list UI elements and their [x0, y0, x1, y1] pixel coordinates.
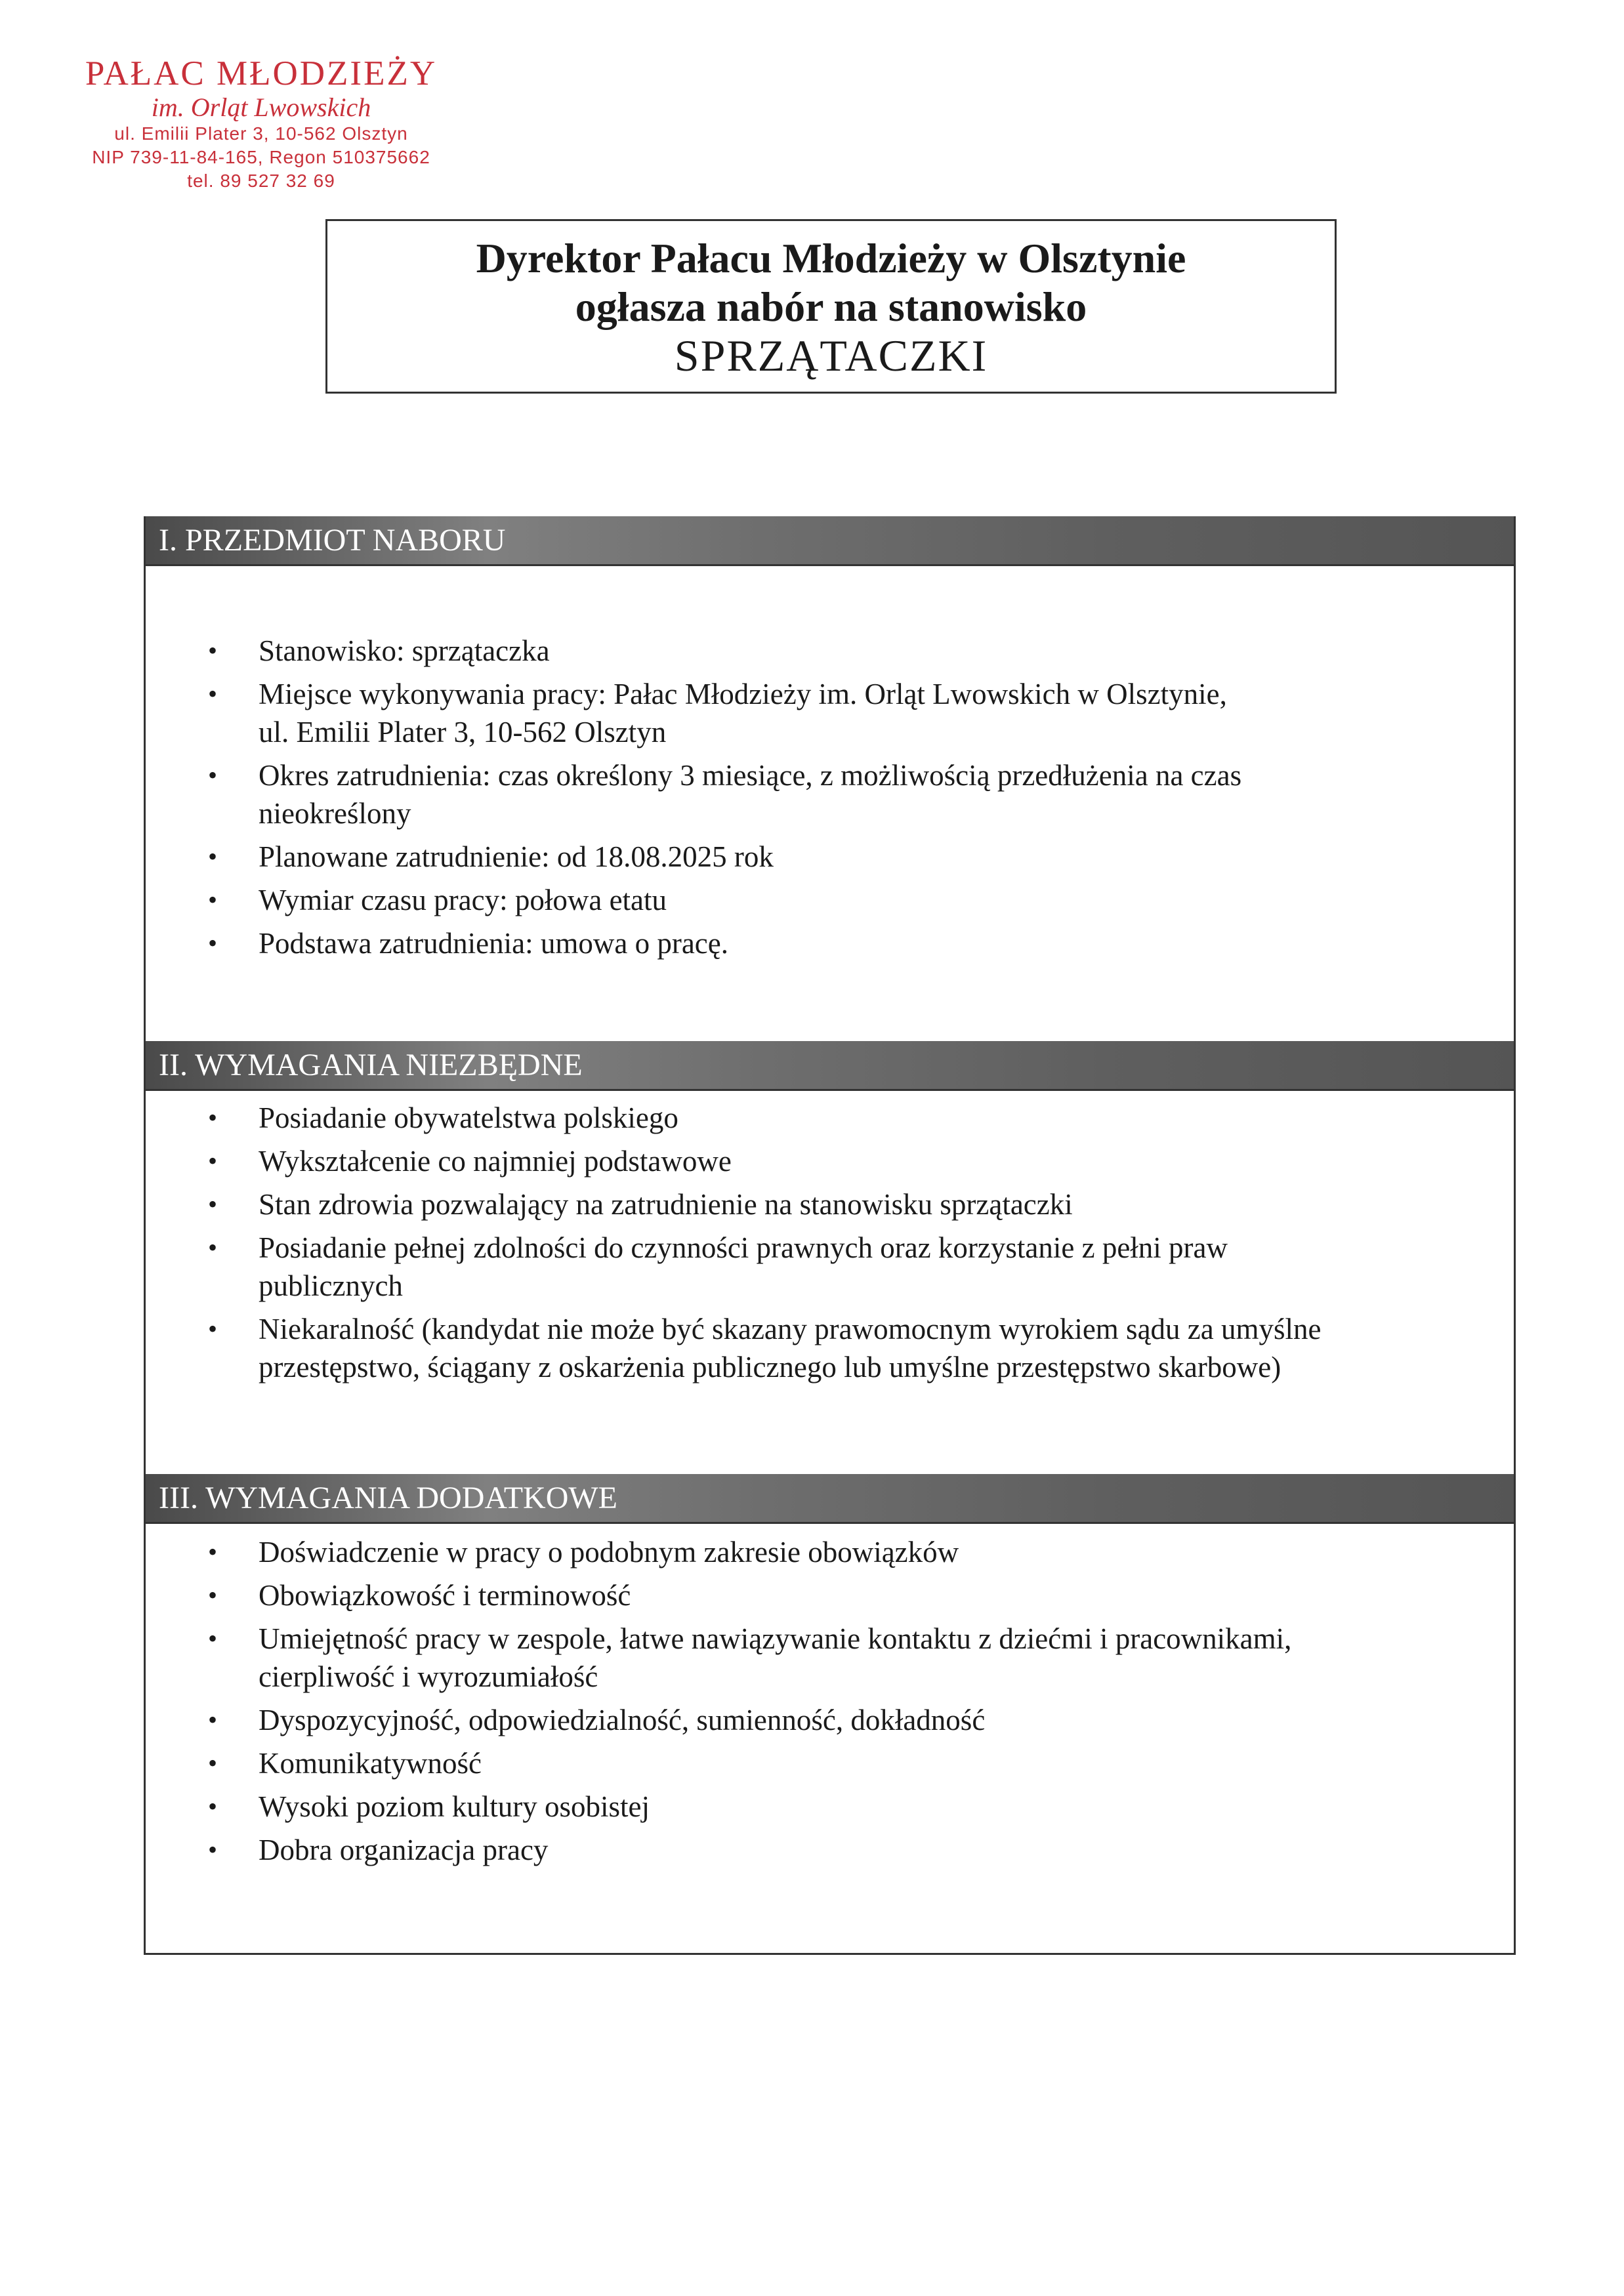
- list-item: • Obowiązkowość i terminowość: [146, 1576, 1514, 1614]
- header-line-1: Dyrektor Pałacu Młodzieży w Olsztynie: [476, 235, 1186, 281]
- bullet-icon: •: [208, 1748, 218, 1778]
- list-item: • Stanowisko: sprzątaczka: [146, 632, 1514, 670]
- list-item: • Posiadanie pełnej zdolności do czynności prawnych oraz korzystanie z pełni praw publicznych: [146, 1229, 1514, 1305]
- bullet-icon: •: [208, 760, 218, 790]
- bullet-icon: •: [208, 1624, 218, 1653]
- list-item: • Komunikatywność: [146, 1744, 1514, 1782]
- section-title: III. WYMAGANIA DODATKOWE: [146, 1474, 1514, 1524]
- stamp-address: ul. Emilii Plater 3, 10-562 Olsztyn: [114, 123, 408, 144]
- stamp-phone: tel. 89 527 32 69: [187, 171, 335, 191]
- bullet-icon: •: [208, 1835, 218, 1864]
- stamp-name: PAŁAC MŁODZIEŻY: [85, 54, 438, 92]
- bullet-icon: •: [208, 1792, 218, 1821]
- bullet-icon: •: [208, 1146, 218, 1176]
- bullet-icon: •: [208, 1705, 218, 1734]
- bullet-icon: •: [208, 636, 218, 665]
- list-item: • Miejsce wykonywania pracy: Pałac Młodzieży im. Orląt Lwowskich w Olsztynie, ul. Emilii Plater 3, 10-562 Olsztyn: [146, 675, 1514, 751]
- bullet-icon: •: [208, 1103, 218, 1132]
- bullet-list: [146, 1524, 1514, 1869]
- list-item: • Planowane zatrudnienie: od 18.08.2025 rok: [146, 838, 1514, 876]
- header-line-2: ogłasza nabór na stanowisko: [575, 283, 1087, 330]
- bullet-icon: •: [208, 1580, 218, 1610]
- bullet-icon: •: [208, 885, 218, 914]
- announcement-header: [325, 219, 1337, 394]
- section-title: II. WYMAGANIA NIEZBĘDNE: [146, 1041, 1514, 1091]
- stamp-patron: im. Orląt Lwowskich: [151, 92, 371, 122]
- list-item: • Dyspozycyjność, odpowiedzialność, sumienność, dokładność: [146, 1701, 1514, 1739]
- section-wymagania-niezbedne: [144, 1041, 1516, 1474]
- section-przedmiot-naboru: [144, 516, 1516, 1041]
- bullet-icon: •: [208, 1233, 218, 1262]
- bullet-list: [146, 566, 1514, 962]
- bullet-icon: •: [208, 928, 218, 958]
- bullet-icon: •: [208, 842, 218, 871]
- list-item: • Wysoki poziom kultury osobistej: [146, 1788, 1514, 1826]
- bullet-list: [146, 1091, 1514, 1386]
- list-item: • Dobra organizacja pracy: [146, 1831, 1514, 1869]
- bullet-icon: •: [208, 1537, 218, 1567]
- list-item: • Doświadczenie w pracy o podobnym zakresie obowiązków: [146, 1533, 1514, 1571]
- list-item: • Wymiar czasu pracy: połowa etatu: [146, 881, 1514, 919]
- institution-stamp: [77, 54, 445, 193]
- list-item: • Umiejętność pracy w zespole, łatwe nawiązywanie kontaktu z dziećmi i pracownikami, cierpliwość i wyrozumiałość: [146, 1620, 1514, 1696]
- list-item: • Posiadanie obywatelstwa polskiego: [146, 1099, 1514, 1137]
- position-title: SPRZĄTACZKI: [674, 331, 988, 380]
- list-item: • Wykształcenie co najmniej podstawowe: [146, 1142, 1514, 1180]
- section-wymagania-dodatkowe: [144, 1474, 1516, 1955]
- list-item: • Podstawa zatrudnienia: umowa o pracę.: [146, 924, 1514, 962]
- stamp-ids: NIP 739-11-84-165, Regon 510375662: [92, 147, 430, 167]
- section-title: I. PRZEDMIOT NABORU: [146, 516, 1514, 566]
- list-item: • Okres zatrudnienia: czas określony 3 miesiące, z możliwością przedłużenia na czas nieokreślony: [146, 756, 1514, 832]
- list-item: • Niekaralność (kandydat nie może być skazany prawomocnym wyrokiem sądu za umyślne przestępstwo, ściągany z oskarżenia publicznego lub umyślne przestępstwo skarbowe): [146, 1310, 1514, 1386]
- bullet-icon: •: [208, 1189, 218, 1219]
- bullet-icon: •: [208, 679, 218, 708]
- bullet-icon: •: [208, 1314, 218, 1343]
- list-item: • Stan zdrowia pozwalający na zatrudnienie na stanowisku sprzątaczki: [146, 1185, 1514, 1223]
